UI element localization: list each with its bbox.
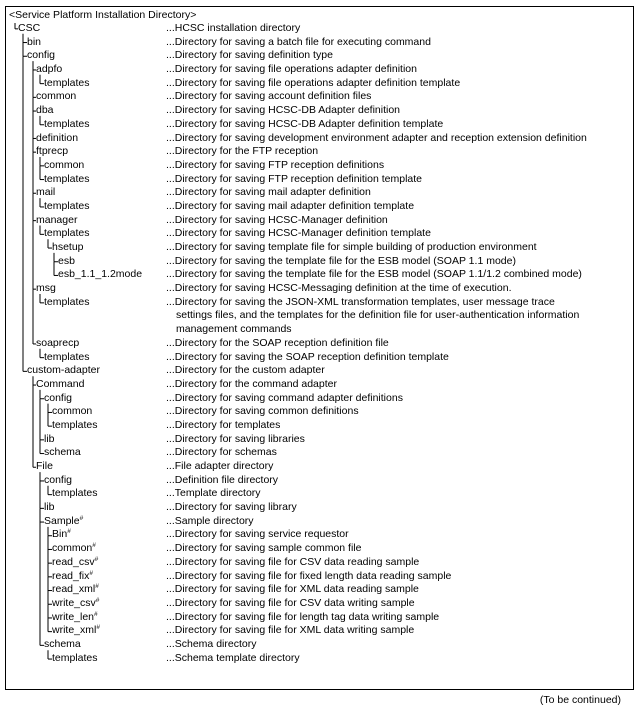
footnote-mark: # — [94, 555, 99, 563]
directory-name: common — [36, 90, 77, 103]
directory-row — [6, 652, 633, 666]
directory-description: ...Directory for saving file for XML data writing sample — [166, 624, 415, 637]
directory-row — [6, 282, 633, 296]
directory-row — [6, 159, 633, 173]
directory-name: templates — [44, 76, 90, 89]
directory-description: ...Directory for the custom adapter — [166, 364, 325, 377]
directory-description: ...Directory for saving file for CSV data writing sample — [166, 596, 415, 609]
directory-name: templates — [44, 117, 90, 130]
directory-row — [6, 132, 633, 146]
directory-name: schema — [44, 446, 81, 459]
directory-name: write_xml# — [52, 624, 100, 637]
directory-name: definition — [36, 131, 79, 144]
directory-name: esb_1.1_1.2mode — [58, 268, 143, 281]
directory-description: ...Directory for saving file for fixed length data reading sample — [166, 569, 452, 582]
directory-name: write_csv# — [52, 596, 100, 609]
directory-description: ...Template directory — [166, 487, 261, 500]
directory-frame — [5, 6, 634, 690]
directory-row-continuation — [6, 309, 633, 323]
directory-row — [6, 351, 633, 365]
directory-description: ...Directory for saving account definition files — [166, 90, 372, 103]
directory-name: templates — [44, 172, 90, 185]
directory-row — [6, 255, 633, 269]
directory-name: templates — [52, 487, 98, 500]
directory-row — [6, 90, 633, 104]
directory-row — [6, 77, 633, 91]
directory-description: ...Directory for saving HCSC-DB Adapter definition — [166, 104, 401, 117]
directory-description: ...Directory for saving library — [166, 501, 297, 514]
directory-row — [6, 528, 633, 542]
directory-row — [6, 487, 633, 501]
continuation-note: (To be continued) — [539, 694, 621, 706]
directory-description: ...Directory for saving a batch file for executing command — [166, 35, 431, 48]
directory-description: ...Directory for the command adapter — [166, 377, 337, 390]
directory-description: ...Directory for templates — [166, 418, 281, 431]
directory-name: ftprecp — [36, 145, 69, 158]
directory-description: ...Directory for saving file operations adapter definition — [166, 63, 417, 76]
directory-name: Command — [36, 377, 85, 390]
directory-row — [6, 474, 633, 488]
directory-description: ...Directory for saving service requestor — [166, 528, 349, 541]
directory-description: ...Directory for saving sample common file — [166, 542, 362, 555]
directory-name: config — [44, 473, 73, 486]
directory-name: templates — [52, 651, 98, 664]
directory-description: ...Directory for saving template file for simple building of production environment — [166, 241, 537, 253]
directory-name: lib — [44, 501, 55, 514]
directory-description: ...Directory for saving definition type — [166, 49, 333, 62]
directory-name: Bin# — [52, 528, 71, 541]
directory-row — [6, 446, 633, 460]
directory-row-continuation — [6, 323, 633, 337]
directory-row — [6, 501, 633, 515]
directory-name: templates — [44, 350, 90, 363]
directory-description: ...Directory for schemas — [166, 446, 277, 459]
directory-name: common — [44, 158, 85, 171]
footnote-mark: # — [96, 624, 100, 632]
directory-description: ...HCSC installation directory — [166, 22, 301, 34]
directory-name: hsetup — [52, 241, 84, 253]
directory-name: templates — [52, 418, 98, 431]
directory-name: read_csv# — [52, 555, 99, 568]
directory-name: schema — [44, 637, 81, 650]
directory-description: ...Directory for saving HCSC-Messaging definition at the time of execution. — [166, 282, 512, 295]
directory-name: msg — [36, 282, 56, 295]
footnote-mark: # — [67, 528, 71, 536]
directory-row — [6, 611, 633, 625]
directory-description: ...Directory for saving development environment adapter and reception extension definition — [166, 131, 587, 144]
directory-row — [6, 49, 633, 63]
directory-description: ...Directory for saving common definitions — [166, 405, 359, 418]
directory-row — [6, 118, 633, 132]
directory-description: ...Directory for saving file for XML data reading sample — [166, 583, 419, 596]
directory-row — [6, 173, 633, 187]
directory-tree — [6, 22, 633, 665]
directory-row — [6, 542, 633, 556]
directory-row — [6, 378, 633, 392]
directory-description: management commands — [176, 323, 292, 336]
directory-row — [6, 104, 633, 118]
directory-row — [6, 268, 633, 282]
directory-name: templates — [44, 295, 90, 308]
directory-name: read_fix# — [52, 569, 93, 582]
directory-description: ...Sample directory — [166, 514, 254, 527]
directory-name: dba — [36, 104, 54, 117]
directory-description: ...File adapter directory — [166, 460, 274, 472]
directory-name: manager — [36, 213, 78, 226]
directory-row — [6, 22, 633, 36]
directory-description: ...Schema directory — [166, 637, 257, 650]
directory-row — [6, 186, 633, 200]
directory-description: ...Directory for the SOAP reception definition file — [166, 336, 389, 349]
footnote-mark: # — [92, 542, 96, 550]
directory-row — [6, 241, 633, 255]
directory-row — [6, 200, 633, 214]
directory-row — [6, 583, 633, 597]
directory-description: ...Schema template directory — [166, 651, 300, 664]
directory-row — [6, 515, 633, 529]
directory-row — [6, 145, 633, 159]
directory-row — [6, 570, 633, 584]
directory-description: ...Directory for saving the template file for the ESB model (SOAP 1.1/1.2 combined mode) — [166, 268, 582, 281]
directory-name: config — [27, 49, 56, 62]
directory-name: CSC — [18, 22, 41, 34]
footnote-mark: # — [89, 569, 93, 577]
directory-row — [6, 63, 633, 77]
directory-name: custom-adapter — [27, 364, 100, 377]
directory-description: ...Directory for saving file operations adapter definition template — [166, 76, 461, 89]
directory-name: lib — [44, 432, 55, 445]
directory-description: settings files, and the templates for the definition file for user-authentication information — [176, 309, 580, 322]
directory-name: read_xml# — [52, 583, 99, 596]
directory-description: ...Directory for saving mail adapter definition template — [166, 199, 415, 212]
directory-name: Sample# — [44, 514, 84, 527]
directory-name: esb — [58, 254, 75, 267]
directory-row — [6, 214, 633, 228]
directory-row — [6, 419, 633, 433]
directory-description: ...Directory for saving FTP reception definition template — [166, 172, 423, 185]
footnote-mark: # — [94, 610, 98, 618]
footnote-mark: # — [95, 583, 99, 591]
directory-name: bin — [27, 35, 42, 48]
directory-description: ...Directory for saving file for CSV data reading sample — [166, 555, 420, 568]
directory-row — [6, 296, 633, 310]
directory-name: templates — [44, 227, 90, 240]
footnote-mark: # — [79, 514, 84, 522]
directory-description: ...Directory for saving libraries — [166, 432, 305, 445]
directory-name: File — [36, 460, 53, 472]
directory-description: ...Directory for saving the JSON-XML transformation templates, user message trace — [166, 295, 555, 308]
directory-description: ...Directory for saving HCSC-Manager definition template — [166, 227, 431, 240]
directory-name: write_len# — [52, 610, 98, 623]
directory-description: ...Directory for saving FTP reception definitions — [166, 158, 385, 171]
footnote-mark: # — [95, 596, 100, 604]
directory-name: mail — [36, 186, 56, 199]
directory-row — [6, 364, 633, 378]
directory-row — [6, 460, 633, 474]
directory-description: ...Directory for saving mail adapter definition — [166, 186, 371, 199]
directory-name: soaprecp — [36, 336, 80, 349]
directory-name: common# — [52, 542, 96, 555]
directory-row — [6, 405, 633, 419]
directory-row — [6, 556, 633, 570]
directory-name: templates — [44, 199, 90, 212]
directory-description: ...Directory for saving HCSC-Manager definition — [166, 213, 388, 226]
directory-name: adpfo — [36, 63, 63, 76]
directory-row — [6, 433, 633, 447]
directory-row — [6, 36, 633, 50]
section-title: <Service Platform Installation Directory> — [9, 9, 197, 21]
directory-row — [6, 337, 633, 351]
directory-row — [6, 227, 633, 241]
directory-row — [6, 392, 633, 406]
directory-description: ...Directory for saving command adapter definitions — [166, 391, 403, 404]
directory-row — [6, 624, 633, 638]
directory-description: ...Definition file directory — [166, 473, 279, 486]
directory-description: ...Directory for the FTP reception — [166, 145, 319, 158]
directory-description: ...Directory for saving file for length tag data writing sample — [166, 610, 440, 623]
directory-name: config — [44, 391, 73, 404]
directory-row — [6, 597, 633, 611]
directory-row — [6, 638, 633, 652]
directory-description: ...Directory for saving the template file for the ESB model (SOAP 1.1 mode) — [166, 254, 516, 267]
directory-description: ...Directory for saving the SOAP reception definition template — [166, 350, 449, 363]
directory-description: ...Directory for saving HCSC-DB Adapter definition template — [166, 117, 444, 130]
directory-name: common — [52, 405, 93, 418]
